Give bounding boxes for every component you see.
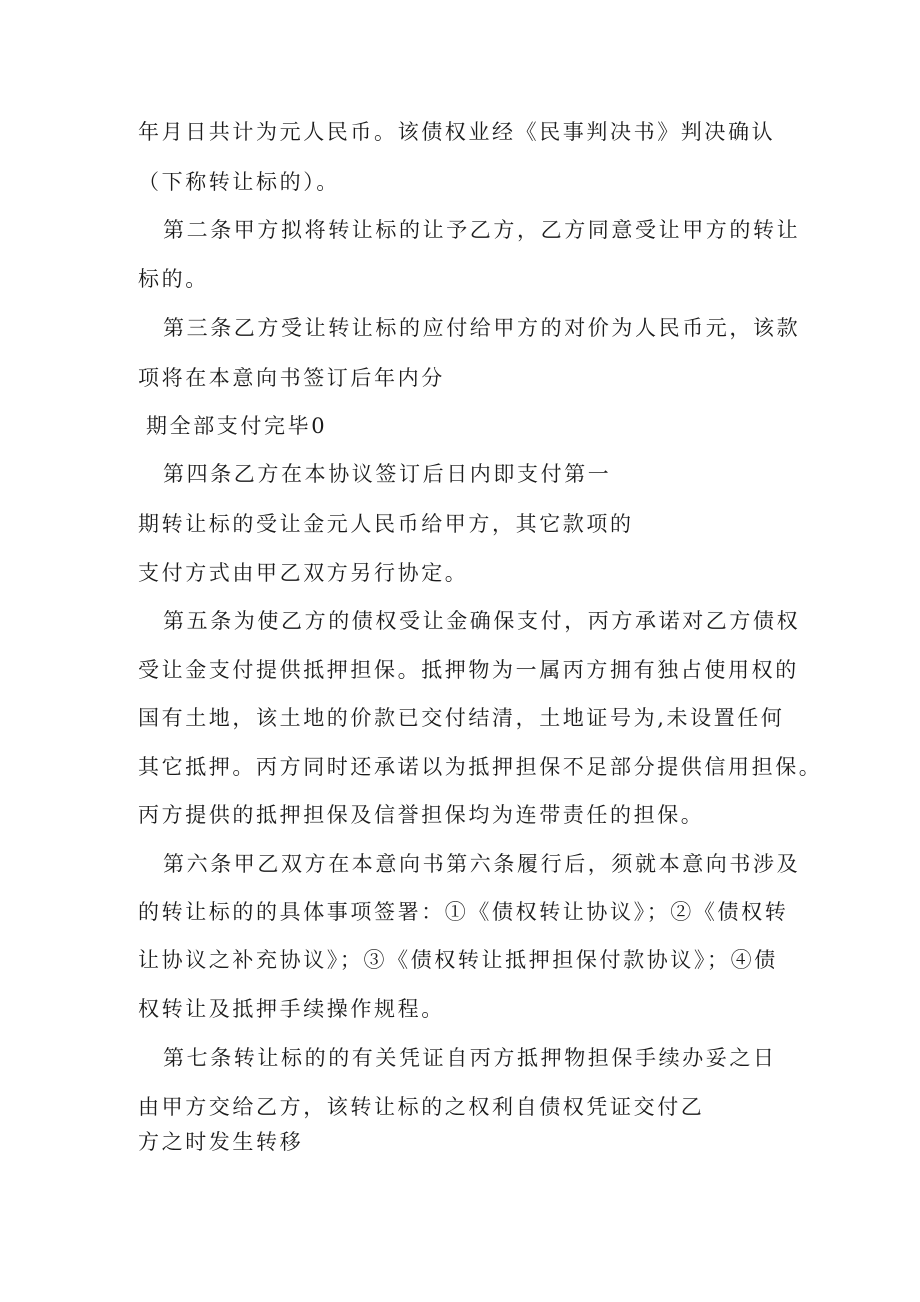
text-line-1: 年月日共计为元人民币。该债权业经《民事判决书》判决确认 — [138, 120, 776, 144]
text-line-4: 标的。 — [138, 267, 209, 291]
text-line-6: 项将在本意向书签订后年内分 — [138, 366, 445, 390]
text-line-21: 由甲方交给乙方，该转让标的之权利自债权凭证交付乙 — [138, 1095, 705, 1119]
text-line-15: 丙方提供的抵押担保及信誉担保均为连带责任的担保。 — [138, 803, 705, 827]
text-line-8: 第四条乙方在本协议签订后日内即支付第一 — [163, 462, 612, 486]
text-line-18: 让协议之补充协议》；③《债权转让抵押担保付款协议》；④债 — [138, 948, 778, 972]
text-line-20: 第七条转让标的的有关凭证自丙方抵押物担保手续办妥之日 — [163, 1046, 777, 1070]
text-line-3: 第二条甲方拟将转让标的让予乙方，乙方同意受让甲方的转让 — [163, 218, 801, 242]
text-line-17: 的转让标的的具体事项签署：①《债权转让协议》；②《债权转 — [138, 900, 789, 924]
text-line-16: 第六条甲乙双方在本意向书第六条履行后，须就本意向书涉及 — [163, 852, 801, 876]
text-line-12: 受让金支付提供抵押担保。抵押物为一属丙方拥有独占使用权的 — [138, 658, 799, 682]
text-line-19: 权转让及抵押手续操作规程。 — [138, 997, 445, 1021]
text-line-11: 第五条为使乙方的债权受让金确保支付，丙方承诺对乙方债权 — [163, 609, 801, 633]
text-line-2: （下称转让标的）。 — [138, 170, 340, 194]
text-line-10: 支付方式由甲乙双方另行协定。 — [138, 561, 469, 585]
text-line-5: 第三条乙方受让转让标的应付给甲方的对价为人民币元，该款 — [163, 316, 801, 340]
text-line-13: 国有土地，该土地的价款已交付结清，土地证号为,未设置任何 — [138, 706, 785, 730]
text-line-22: 方之时发生转移 — [138, 1130, 304, 1154]
text-line-14: 其它抵押。丙方同时还承诺以为抵押担保不足部分提供信用担保。 — [138, 755, 823, 779]
text-line-7: 期全部支付完毕0 — [146, 414, 328, 438]
text-line-9: 期转让标的受让金元人民币给甲方，其它款项的 — [138, 512, 634, 536]
